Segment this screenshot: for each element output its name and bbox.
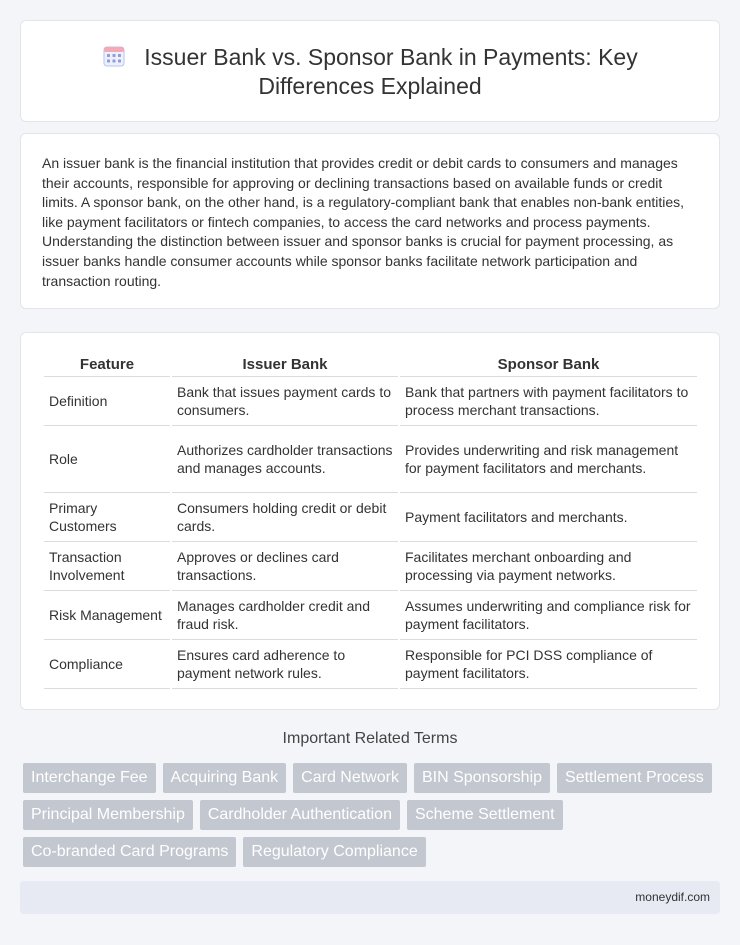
sponsor-cell: Bank that partners with payment facilitators to process merchant transactions. [400,377,697,426]
intro-paragraph: An issuer bank is the financial institution that provides credit or debit cards to consumers and manages their accounts, responsible for approving or declining transactions based on available funds or credit limits. A sponsor bank, on the other hand, is a regulatory-compliant bank that enables non-bank entities, like payment facilitators or fintech companies, to access the card networks and process payments. Understanding the distinction between issuer and sponsor banks is crucial for payment processing, as issuer banks handle consumer accounts while sponsor banks facilitate network participation and transaction routing. [42,155,685,289]
issuer-cell: Approves or declines card transactions. [172,542,398,591]
comparison-table-card [20,332,720,710]
sponsor-cell: Facilitates merchant onboarding and processing via payment networks. [400,542,697,591]
related-term-tag[interactable]: Regulatory Compliance [243,837,425,867]
table-row [44,640,697,689]
footer-bar [20,881,720,914]
feature-cell: Primary Customers [44,493,170,542]
calendar-icon [102,44,126,68]
related-term-tag[interactable]: Interchange Fee [23,763,156,793]
issuer-cell: Ensures card adherence to payment network rules. [172,640,398,689]
header-sponsor-bank: Sponsor Bank [400,353,697,377]
related-term-tag[interactable]: BIN Sponsorship [414,763,550,793]
page-title [21,43,719,101]
title-line-2: Differences Explained [258,73,482,99]
related-term-tag[interactable]: Settlement Process [557,763,712,793]
intro-card [20,133,720,309]
feature-cell: Risk Management [44,591,170,640]
sponsor-cell: Payment facilitators and merchants. [400,493,697,542]
feature-cell: Transaction Involvement [44,542,170,591]
related-terms-title: Important Related Terms [282,730,458,747]
comparison-table [42,353,699,689]
table-row [44,591,697,640]
feature-cell: Compliance [44,640,170,689]
issuer-cell: Bank that issues payment cards to consumers. [172,377,398,426]
related-term-tag[interactable]: Scheme Settlement [407,800,563,830]
issuer-cell: Manages cardholder credit and fraud risk. [172,591,398,640]
sponsor-cell: Assumes underwriting and compliance risk for payment facilitators. [400,591,697,640]
table-row [44,493,697,542]
sponsor-cell: Responsible for PCI DSS compliance of payment facilitators. [400,640,697,689]
header-issuer-bank: Issuer Bank [172,353,398,377]
table-header-row [44,353,697,377]
related-term-tag[interactable]: Cardholder Authentication [200,800,400,830]
related-term-tag[interactable]: Principal Membership [23,800,193,830]
issuer-cell: Authorizes cardholder transactions and manages accounts. [172,426,398,493]
title-card [20,20,720,122]
table-row [44,542,697,591]
related-term-tag[interactable]: Acquiring Bank [163,763,287,793]
header-feature: Feature [44,353,170,377]
related-term-tag[interactable]: Co-branded Card Programs [23,837,236,867]
title-line-1: Issuer Bank vs. Sponsor Bank in Payments: Key [144,44,638,70]
issuer-cell: Consumers holding credit or debit cards. [172,493,398,542]
table-row [44,426,697,493]
table-row [44,377,697,426]
feature-cell: Definition [44,377,170,426]
feature-cell: Role [44,426,170,493]
related-term-tag[interactable]: Card Network [293,763,407,793]
sponsor-cell: Provides underwriting and risk management for payment facilitators and merchants. [400,426,697,493]
site-name[interactable]: moneydif.com [635,890,710,904]
related-terms-list [23,763,723,874]
